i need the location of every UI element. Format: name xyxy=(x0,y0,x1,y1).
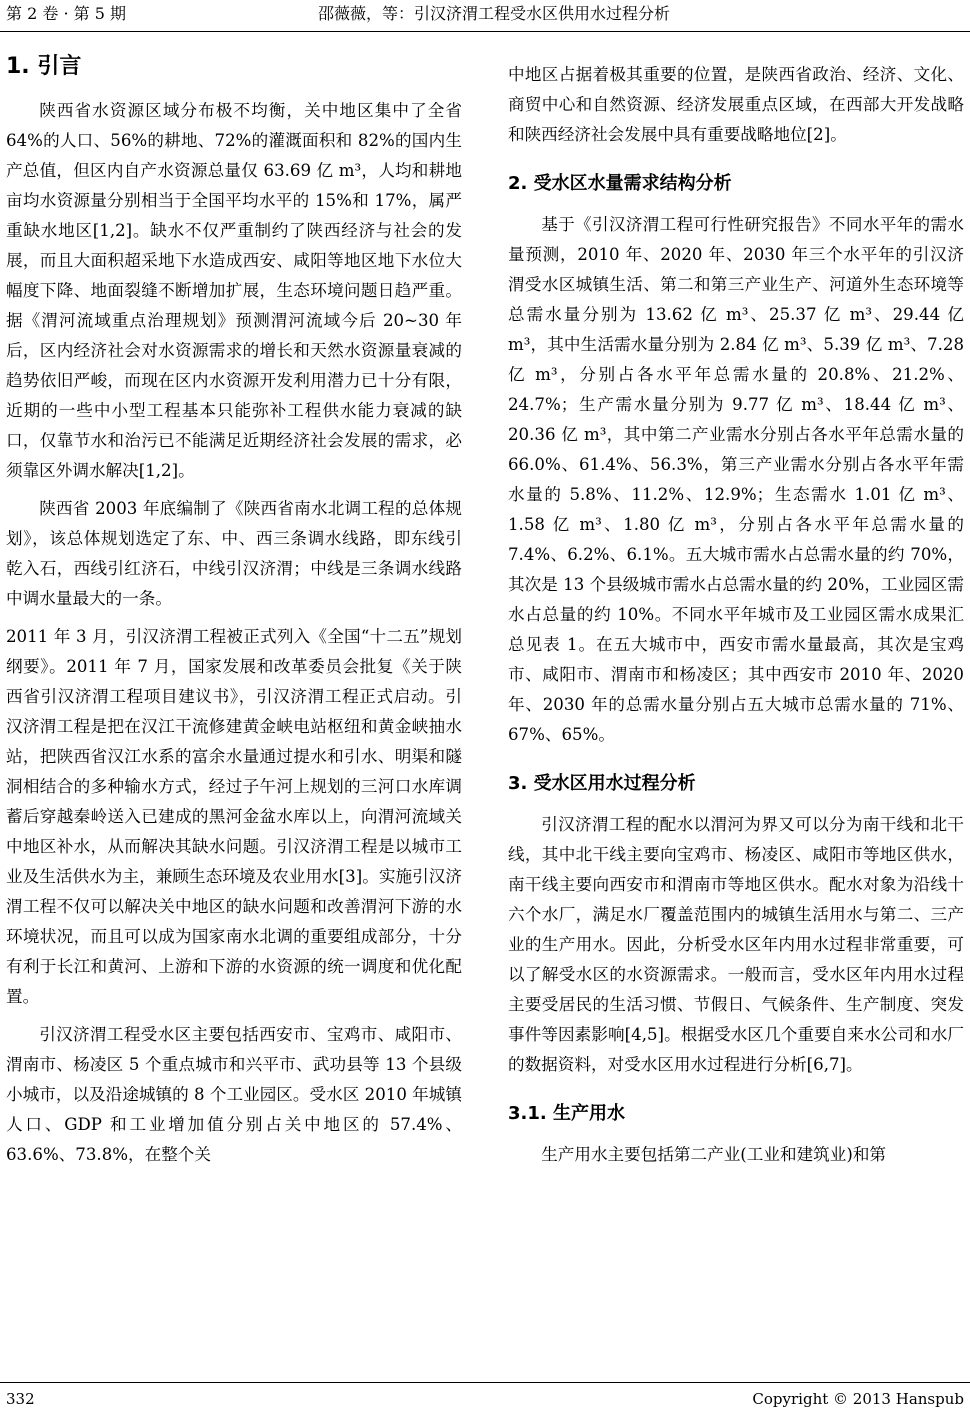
intro-paragraph-4-continued: 中地区占据着极其重要的位置，是陕西省政治、经济、文化、商贸中心和自然资源、经济发展重点区域，在西部大开发战略和陕西经济社会发展中具有重要战略地位[2]。 xyxy=(508,65,964,144)
right-column xyxy=(508,60,964,1178)
article-running-title: 邵薇薇，等：引汉济渭工程受水区供用水过程分析 xyxy=(318,4,671,23)
intro-paragraph-2: 陕西省 2003 年底编制了《陕西省南水北调工程的总体规划》，该总体规划选定了东、中、西三条调水线路，即东线引乾入石，西线引红济石，中线引汉济渭；中线是三条调水线路中调水量最大的一条。 xyxy=(6,499,462,608)
intro-paragraph-4: 引汉济渭工程受水区主要包括西安市、宝鸡市、咸阳市、渭南市、杨凌区 5 个重点城市和兴平市、武功县等 13 个县级小城市，以及沿途城镇的 8 个工业园区。受水区 2010 年城镇人口、GDP 和工业增加值分别占关中地区的 57.4%、63.6%、73.8%，在整个关 xyxy=(6,1025,462,1164)
section-3-title: 3. 受水区用水过程分析 xyxy=(508,773,696,794)
section-2-title: 2. 受水区水量需求结构分析 xyxy=(508,173,732,194)
page-footer xyxy=(0,1382,970,1414)
section-1-title: 1. 引言 xyxy=(6,54,82,79)
intro-paragraph-1: 陕西省水资源区域分布极不均衡，关中地区集中了全省 64%的人口、56%的耕地、72%的灌溉面积和 82%的国内生产总值，但区内自产水资源总量仅 63.69 亿 m³，人均和耕地亩均水资源量分别相当于全国平均水平的 15%和 17%，属严重缺水地区[1,2]。缺水不仅严重制约了陕西经济与社会的发展，而且大面积超采地下水造成西安、咸阳等地区地下水位大幅度下降、地面裂缝不断增加扩展，生态环境问题日趋严重。据《渭河流域重点治理规划》预测渭河流域今后 20~30 年后，区内经济社会对水资源需求的增长和天然水资源量衰减的趋势依旧严峻，而现在区内水资源开发利用潜力已十分有限，近期的一些中小型工程基本只能弥补工程供水能力衰减的缺口，仅靠节水和治污已不能满足近期经济社会发展的需求，必须靠区外调水解决[1,2]。 xyxy=(6,101,462,480)
section-3-paragraph-1: 引汉济渭工程的配水以渭河为界又可以分为南干线和北干线，其中北干线主要向宝鸡市、杨凌区、咸阳市等地区供水，南干线主要向西安市和渭南市等地区供水。配水对象为沿线十六个水厂，满足水厂覆盖范围内的城镇生活用水与第二、三产业的生产用水。因此，分析受水区年内用水过程非常重要，可以了解受水区的水资源需求。一般而言，受水区年内用水过程主要受居民的生活习惯、节假日、气候条件、生产制度、突发事件等因素影响[4,5]。根据受水区几个重要自来水公司和水厂的数据资料，对受水区用水过程进行分析[6,7]。 xyxy=(508,815,964,1074)
left-column xyxy=(6,52,462,1178)
journal-volume-issue: 第 2 卷 · 第 5 期 xyxy=(6,4,126,23)
section-2-paragraph-1: 基于《引汉济渭工程可行性研究报告》不同水平年的需水量预测，2010 年、2020 年、2030 年三个水平年的引汉济渭受水区城镇生活、第二和第三产业生产、河道外生态环境等总需水量分别为 13.62 亿 m³、25.37 亿 m³、29.44 亿 m³，其中生活需水量分别为 2.84 亿 m³、5.39 亿 m³、7.28 亿 m³，分别占各水平年总需水量的 20.8%、21.2%、24.7%；生产需水量分别为 9.77 亿 m³、18.44 亿 m³、20.36 亿 m³，其中第二产业需水分别占各水平年总需水量的 66.0%、61.4%、56.3%，第三产业需水分别占各水平年需水量的 5.8%、11.2%、12.9%；生态需水 1.01 亿 m³、1.58 亿 m³、1.80 亿 m³，分别占各水平年总需水量的 7.4%、6.2%、6.1%。五大城市需水占总需水量的约 70%，其次是 13 个县级城市需水占总需水量的约 20%，工业园区需水占总量的约 10%。不同水平年城市及工业园区需水成果汇总见表 1。在五大城市中，西安市需水量最高，其次是宝鸡市、咸阳市、渭南市和杨凌区；其中西安市 2010 年、2020 年、2030 年的总需水量分别占五大城市总需水量的 71%、67%、65%。 xyxy=(508,215,964,744)
page-number: 332 xyxy=(6,1390,35,1408)
section-3-1-title: 3.1. 生产用水 xyxy=(508,1103,625,1124)
copyright-notice: Copyright © 2013 Hanspub xyxy=(752,1390,964,1408)
running-header xyxy=(0,0,970,32)
intro-paragraph-3: 2011 年 3 月，引汉济渭工程被正式列入《全国“十二五”规划纲要》。2011 年 7 月，国家发展和改革委员会批复《关于陕西省引汉济渭工程项目建议书》，引汉济渭工程正式启动。引汉济渭工程是把在汉江干流修建黄金峡电站枢纽和黄金峡抽水站，把陕西省汉江水系的富余水量通过提水和引水、明渠和隧洞相结合的多种输水方式，经过子午河上规划的三河口水库调蓄后穿越秦岭送入已建成的黑河金盆水库以上，向渭河流域关中地区补水，从而解决其缺水问题。引汉济渭工程是以城市工业及生活供水为主，兼顾生态环境及农业用水[3]。实施引汉济渭工程不仅可以解决关中地区的缺水问题和改善渭河下游的水环境状况，而且可以成为国家南水北调的重要组成部分，十分有利于长江和黄河、上游和下游的水资源的统一调度和优化配置。 xyxy=(6,627,462,1006)
section-3-1-paragraph-1: 生产用水主要包括第二产业(工业和建筑业)和第 xyxy=(541,1145,887,1164)
